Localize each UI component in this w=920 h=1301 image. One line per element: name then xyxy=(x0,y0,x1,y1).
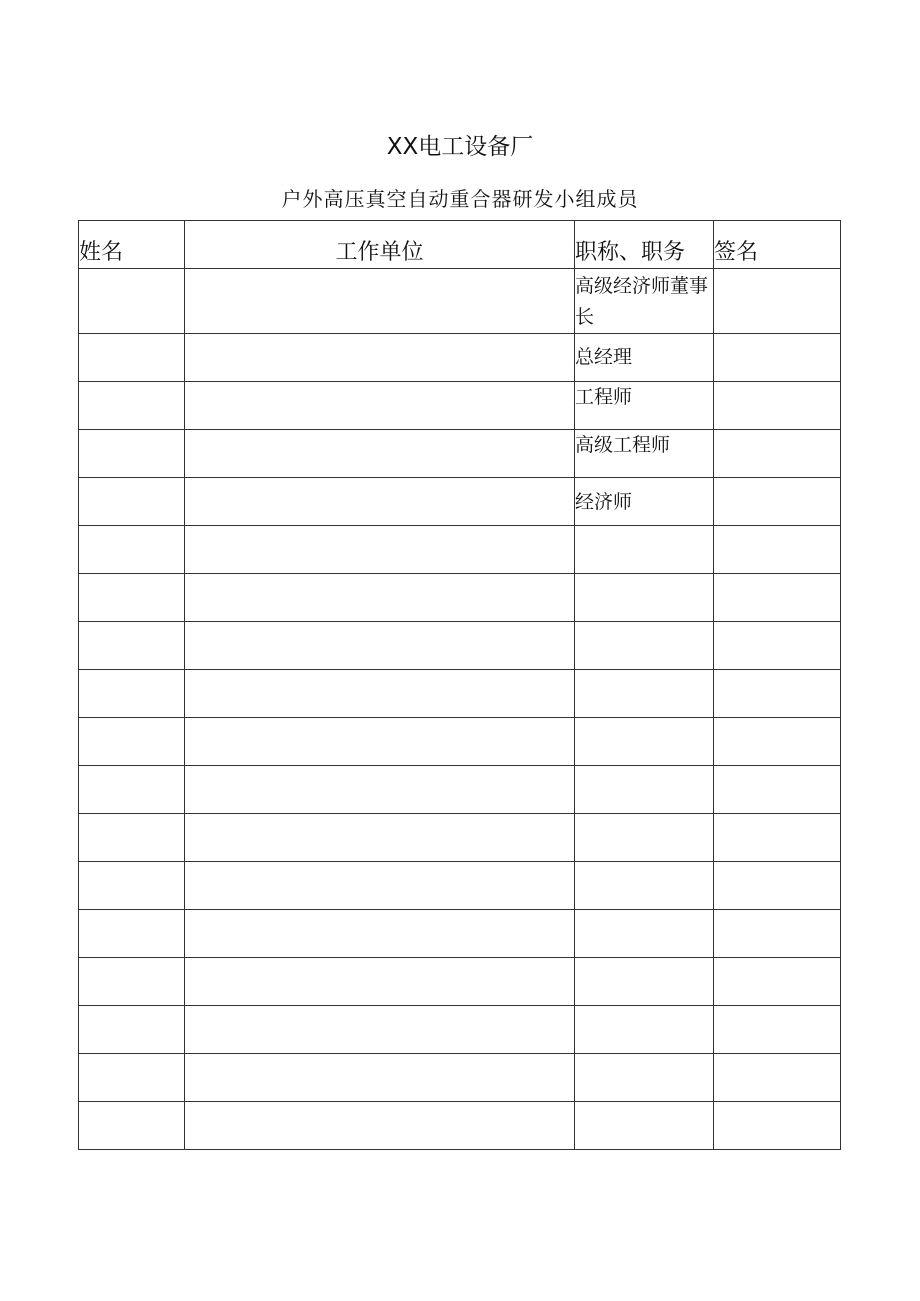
cell-name[interactable] xyxy=(79,430,185,478)
table-row xyxy=(79,478,841,526)
cell-unit[interactable] xyxy=(185,1006,575,1054)
cell-title[interactable] xyxy=(575,622,714,670)
table-row xyxy=(79,334,841,382)
cell-unit[interactable] xyxy=(185,814,575,862)
cell-name[interactable] xyxy=(79,526,185,574)
cell-name[interactable] xyxy=(79,1054,185,1102)
cell-name[interactable] xyxy=(79,766,185,814)
cell-title[interactable] xyxy=(575,1006,714,1054)
cell-unit[interactable] xyxy=(185,430,575,478)
cell-name[interactable] xyxy=(79,910,185,958)
cell-signature[interactable] xyxy=(714,334,841,382)
table-row xyxy=(79,910,841,958)
cell-unit[interactable] xyxy=(185,526,575,574)
cell-title[interactable] xyxy=(575,910,714,958)
cell-name[interactable] xyxy=(79,382,185,430)
page-title: XX电工设备厂 xyxy=(386,134,534,160)
cell-name[interactable] xyxy=(79,814,185,862)
header-name: 姓名 xyxy=(79,221,185,269)
table-row xyxy=(79,622,841,670)
cell-unit[interactable] xyxy=(185,910,575,958)
cell-title[interactable] xyxy=(575,814,714,862)
cell-signature[interactable] xyxy=(714,269,841,334)
cell-signature[interactable] xyxy=(714,1102,841,1150)
page-subtitle: 户外高压真空自动重合器研发小组成员 xyxy=(281,187,639,211)
cell-signature[interactable] xyxy=(714,1006,841,1054)
cell-signature[interactable] xyxy=(714,766,841,814)
table-row xyxy=(79,1102,841,1150)
cell-name[interactable] xyxy=(79,622,185,670)
cell-unit[interactable] xyxy=(185,718,575,766)
table-row xyxy=(79,1006,841,1054)
cell-signature[interactable] xyxy=(714,670,841,718)
cell-name[interactable] xyxy=(79,862,185,910)
cell-title: 高级经济师董事长 xyxy=(575,269,714,334)
cell-unit[interactable] xyxy=(185,334,575,382)
cell-signature[interactable] xyxy=(714,1054,841,1102)
cell-name[interactable] xyxy=(79,1006,185,1054)
table-row xyxy=(79,269,841,334)
cell-signature[interactable] xyxy=(714,958,841,1006)
cell-title[interactable] xyxy=(575,958,714,1006)
cell-title[interactable] xyxy=(575,670,714,718)
table-row xyxy=(79,766,841,814)
table-row xyxy=(79,718,841,766)
cell-title[interactable] xyxy=(575,526,714,574)
cell-name[interactable] xyxy=(79,478,185,526)
cell-name[interactable] xyxy=(79,670,185,718)
cell-title: 总经理 xyxy=(575,334,714,382)
cell-name[interactable] xyxy=(79,269,185,334)
cell-title: 工程师 xyxy=(575,382,714,430)
cell-signature[interactable] xyxy=(714,814,841,862)
header-signature: 签名 xyxy=(714,221,841,269)
cell-signature[interactable] xyxy=(714,622,841,670)
member-table xyxy=(78,220,841,1150)
cell-title: 高级工程师 xyxy=(575,430,714,478)
cell-unit[interactable] xyxy=(185,1054,575,1102)
cell-title[interactable] xyxy=(575,718,714,766)
cell-title[interactable] xyxy=(575,766,714,814)
cell-title[interactable] xyxy=(575,1102,714,1150)
cell-signature[interactable] xyxy=(714,430,841,478)
table-header-row xyxy=(79,221,841,269)
table-row xyxy=(79,814,841,862)
table-row xyxy=(79,382,841,430)
table-row xyxy=(79,862,841,910)
cell-unit[interactable] xyxy=(185,766,575,814)
cell-title: 经济师 xyxy=(575,478,714,526)
table-row xyxy=(79,526,841,574)
cell-unit[interactable] xyxy=(185,622,575,670)
table-row xyxy=(79,670,841,718)
cell-signature[interactable] xyxy=(714,382,841,430)
cell-title[interactable] xyxy=(575,862,714,910)
cell-title[interactable] xyxy=(575,574,714,622)
cell-signature[interactable] xyxy=(714,862,841,910)
cell-unit[interactable] xyxy=(185,574,575,622)
header-unit: 工作单位 xyxy=(185,221,575,269)
table-row xyxy=(79,430,841,478)
cell-unit[interactable] xyxy=(185,478,575,526)
cell-name[interactable] xyxy=(79,1102,185,1150)
table-row xyxy=(79,1054,841,1102)
cell-name[interactable] xyxy=(79,574,185,622)
table-row xyxy=(79,574,841,622)
cell-signature[interactable] xyxy=(714,910,841,958)
cell-unit[interactable] xyxy=(185,269,575,334)
cell-unit[interactable] xyxy=(185,958,575,1006)
cell-signature[interactable] xyxy=(714,574,841,622)
cell-signature[interactable] xyxy=(714,478,841,526)
header-title: 职称、职务 xyxy=(575,221,714,269)
cell-title[interactable] xyxy=(575,1054,714,1102)
cell-unit[interactable] xyxy=(185,862,575,910)
cell-signature[interactable] xyxy=(714,718,841,766)
cell-name[interactable] xyxy=(79,958,185,1006)
cell-signature[interactable] xyxy=(714,526,841,574)
cell-unit[interactable] xyxy=(185,1102,575,1150)
cell-name[interactable] xyxy=(79,334,185,382)
cell-unit[interactable] xyxy=(185,382,575,430)
cell-name[interactable] xyxy=(79,718,185,766)
cell-unit[interactable] xyxy=(185,670,575,718)
table-row xyxy=(79,958,841,1006)
